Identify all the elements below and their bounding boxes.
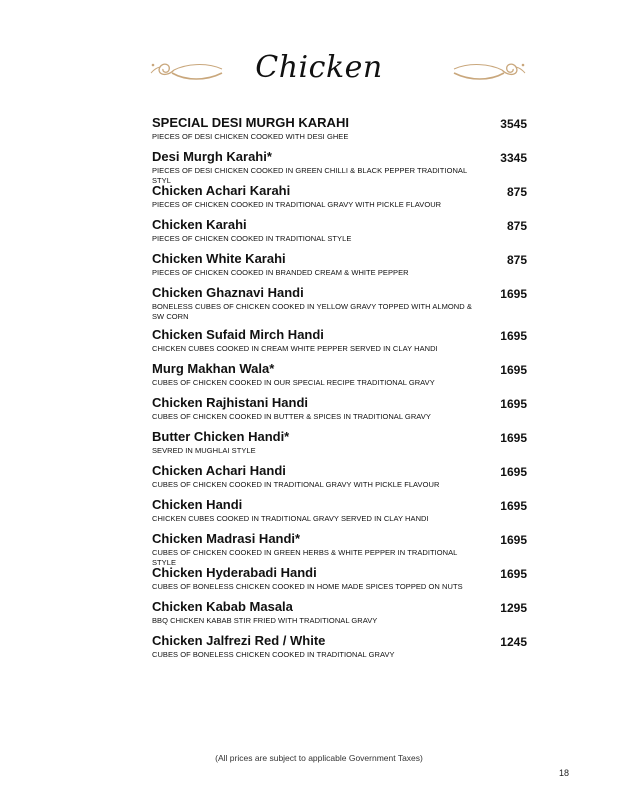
item-description: CUBES OF BONELESS CHICKEN COOKED IN TRADITIONAL GRAVY bbox=[152, 650, 395, 659]
item-price: 875 bbox=[506, 253, 527, 267]
page-header bbox=[0, 50, 638, 100]
item-price: 1695 bbox=[500, 499, 527, 513]
item-name: Chicken Rajhistani Handi bbox=[152, 395, 309, 410]
item-description: CUBES OF CHICKEN COOKED IN GREEN HERBS & WHITE PEPPER IN TRADITIONAL STYLE bbox=[152, 548, 458, 567]
item-description: PIECES OF CHICKEN COOKED IN TRADITIONAL GRAVY WITH PICKLE FLAVOUR bbox=[152, 200, 442, 209]
item-price: 1295 bbox=[500, 601, 527, 615]
flourish-right-icon bbox=[452, 58, 526, 82]
item-price: 3545 bbox=[500, 117, 527, 131]
item-description: CUBES OF CHICKEN COOKED IN TRADITIONAL GRAVY WITH PICKLE FLAVOUR bbox=[152, 480, 440, 489]
item-description: CUBES OF CHICKEN COOKED IN OUR SPECIAL RECIPE TRADITIONAL GRAVY bbox=[152, 378, 435, 387]
menu-item bbox=[152, 633, 527, 667]
item-name: SPECIAL DESI MURGH KARAHI bbox=[152, 115, 349, 130]
menu-item bbox=[152, 149, 527, 183]
item-description: SEVRED IN MUGHLAI STYLE bbox=[152, 446, 256, 455]
item-price: 1695 bbox=[500, 431, 527, 445]
item-name: Chicken Karahi bbox=[152, 217, 247, 232]
item-description: PIECES OF CHICKEN COOKED IN BRANDED CREAM & WHITE PEPPER bbox=[152, 268, 409, 277]
menu-item bbox=[152, 361, 527, 395]
item-price: 1695 bbox=[500, 567, 527, 581]
item-price: 1695 bbox=[500, 465, 527, 479]
page-number: 18 bbox=[559, 768, 570, 778]
item-name: Desi Murgh Karahi* bbox=[152, 149, 272, 164]
item-description: PIECES OF DESI CHICKEN COOKED WITH DESI GHEE bbox=[152, 132, 349, 141]
item-description: BBQ CHICKEN KABAB STIR FRIED WITH TRADITIONAL GRAVY bbox=[152, 616, 378, 625]
menu-item bbox=[152, 429, 527, 463]
item-description: PIECES OF DESI CHICKEN COOKED IN GREEN CHILLI & BLACK PEPPER TRADITIONAL STYL bbox=[152, 166, 467, 185]
item-description: BONELESS CUBES OF CHICKEN COOKED IN YELLOW GRAVY TOPPED WITH ALMOND & SW CORN bbox=[152, 302, 472, 321]
item-price: 1695 bbox=[500, 533, 527, 547]
item-name: Butter Chicken Handi* bbox=[152, 429, 290, 444]
item-name: Chicken White Karahi bbox=[152, 251, 286, 266]
item-name: Chicken Ghaznavi Handi bbox=[152, 285, 304, 300]
page-title: Chicken bbox=[255, 50, 383, 85]
menu-item bbox=[152, 217, 527, 251]
item-name: Chicken Achari Karahi bbox=[152, 183, 291, 198]
item-description: CHICKEN CUBES COOKED IN TRADITIONAL GRAVY SERVED IN CLAY HANDI bbox=[152, 514, 429, 523]
menu-item bbox=[152, 327, 527, 361]
item-price: 1695 bbox=[500, 287, 527, 301]
tax-note: (All prices are subject to applicable Government Taxes) bbox=[215, 753, 423, 763]
item-name: Chicken Sufaid Mirch Handi bbox=[152, 327, 324, 342]
item-description: CUBES OF BONELESS CHICKEN COOKED IN HOME MADE SPICES TOPPED ON NUTS bbox=[152, 582, 463, 591]
item-description: PIECES OF CHICKEN COOKED IN TRADITIONAL STYLE bbox=[152, 234, 352, 243]
item-name: Chicken Madrasi Handi* bbox=[152, 531, 301, 546]
menu-list bbox=[152, 115, 527, 667]
item-name: Chicken Jalfrezi Red / White bbox=[152, 633, 326, 648]
item-price: 1245 bbox=[500, 635, 527, 649]
menu-item bbox=[152, 531, 527, 565]
item-price: 1695 bbox=[500, 397, 527, 411]
item-description: CUBES OF CHICKEN COOKED IN BUTTER & SPICES IN TRADITIONAL GRAVY bbox=[152, 412, 431, 421]
item-price: 1695 bbox=[500, 363, 527, 377]
menu-item bbox=[152, 285, 527, 327]
menu-item bbox=[152, 251, 527, 285]
menu-item bbox=[152, 115, 527, 149]
item-price: 1695 bbox=[500, 329, 527, 343]
item-price: 3345 bbox=[500, 151, 527, 165]
menu-item bbox=[152, 463, 527, 497]
menu-item bbox=[152, 599, 527, 633]
menu-item bbox=[152, 183, 527, 217]
item-name: Chicken Hyderabadi Handi bbox=[152, 565, 317, 580]
item-name: Chicken Kabab Masala bbox=[152, 599, 293, 614]
menu-item bbox=[152, 497, 527, 531]
menu-item bbox=[152, 565, 527, 599]
item-price: 875 bbox=[506, 185, 527, 199]
menu-item bbox=[152, 395, 527, 429]
item-name: Chicken Handi bbox=[152, 497, 243, 512]
item-name: Chicken Achari Handi bbox=[152, 463, 286, 478]
item-price: 875 bbox=[506, 219, 527, 233]
item-description: CHICKEN CUBES COOKED IN CREAM WHITE PEPPER SERVED IN CLAY HANDI bbox=[152, 344, 438, 353]
item-name: Murg Makhan Wala* bbox=[152, 361, 275, 376]
